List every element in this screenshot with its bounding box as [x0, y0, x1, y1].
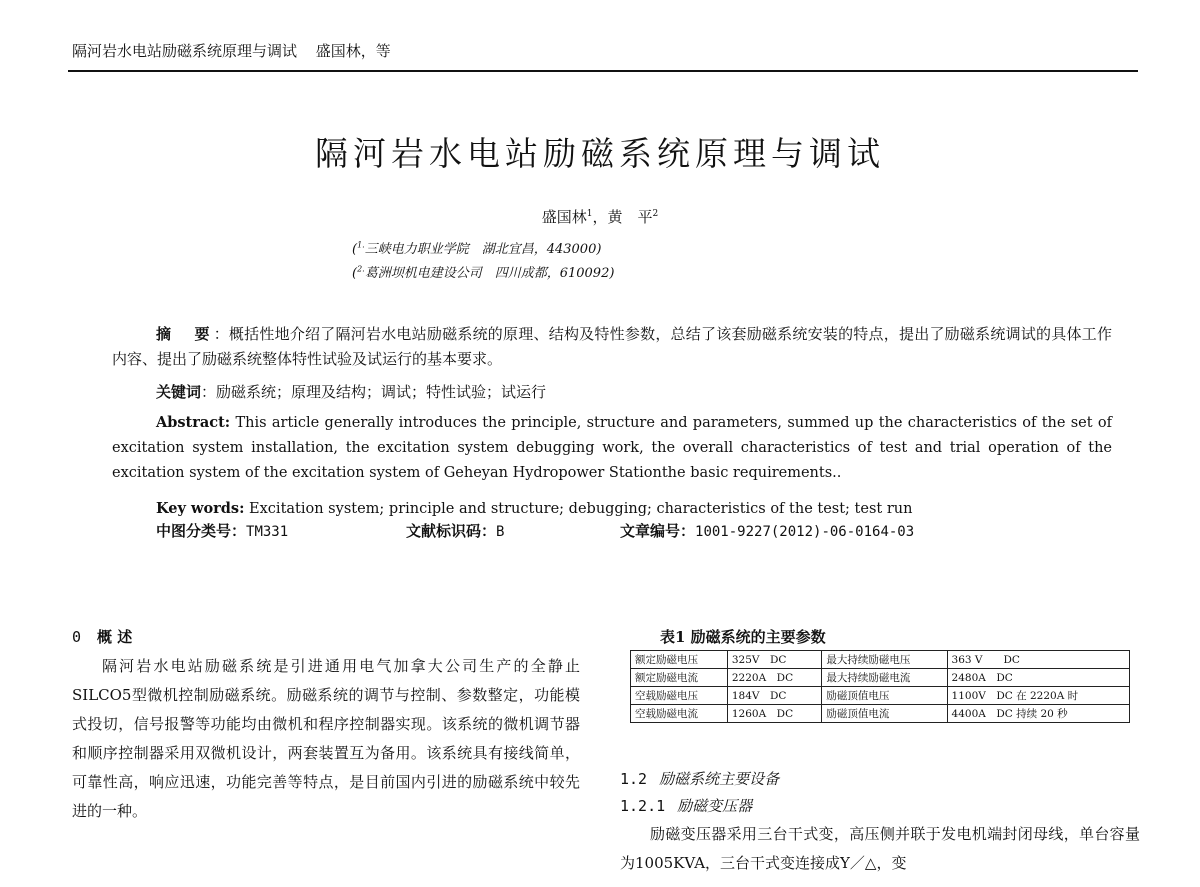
section-0-number: 0: [72, 628, 82, 646]
author-1: 盛国林: [541, 208, 587, 226]
keywords-cn: [156, 380, 1056, 405]
table-cell: 2220A DC: [727, 669, 822, 687]
keywords-cn-text: ：励磁系统；原理及结构；调试；特性试验；试运行: [201, 383, 547, 401]
affiliation-2: ($^{2.}$葛洲坝机电建设公司 四川成都，610092): [352, 264, 615, 281]
table-cell: 励磁顶值电流: [822, 705, 947, 723]
section-0-title: 概 述: [97, 628, 133, 646]
doc-value: B: [496, 524, 505, 540]
header-title: 隔河岩水电站励磁系统原理与调试: [72, 42, 298, 60]
table-cell: 额定励磁电压: [631, 651, 728, 669]
abstract-en: [112, 410, 1112, 486]
table-cell: 2480A DC: [947, 669, 1129, 687]
author-2-mark: 2: [652, 209, 659, 219]
abstract-cn: [112, 322, 1112, 372]
author-2: ，黄 平: [592, 208, 653, 226]
table-cell: 1100V DC 在 2220A 时: [947, 687, 1129, 705]
abstract-cn-label: 摘 要: [156, 325, 214, 343]
table-cell: 励磁顶值电压: [822, 687, 947, 705]
affiliation-1: ($^{1.}$三峡电力职业学院 湖北宜昌，443000): [352, 240, 602, 257]
art-label: 文章编号：: [620, 522, 696, 540]
section-0-body: 隔河岩水电站励磁系统是引进通用电气加拿大公司生产的全静止SILCO5型微机控制励磁系统。励磁系统的调节与控制、参数整定，功能模式投切，信号报警等功能均由微机和程序控制器实现。该系统的微机调节器和顺序控制器采用双微机设计，两套装置互为备用。该系统具有接线简单，可靠性高，响应迅速，功能完善等特点，是目前国内引进的励磁系统中较先进的一种。: [72, 657, 580, 820]
table-cell: 184V DC: [727, 687, 822, 705]
keywords-en-label: Key words:: [156, 500, 245, 517]
clc-number: [156, 520, 288, 541]
table-cell: 最大持续励磁电流: [822, 669, 947, 687]
keywords-cn-label: 关键词: [156, 383, 202, 401]
section-1-2-1-body: 励磁变压器采用三台干式变，高压侧并联于发电机端封闭母线，单台容量为1005KVA，三台干式变连接成Y／△，变: [620, 825, 1140, 872]
section-1-2-heading: [620, 768, 779, 789]
table-row: [631, 669, 1130, 687]
table-cell: 最大持续励磁电压: [822, 651, 947, 669]
keywords-en: [156, 496, 1116, 522]
document-code: [406, 520, 504, 541]
table-row: [631, 687, 1130, 705]
section-1-2-title: 励磁系统主要设备: [659, 770, 780, 788]
section-0-heading: [72, 626, 132, 647]
header-rule: [68, 70, 1138, 72]
affiliation-2-mark: 2.: [357, 264, 365, 274]
clc-value: TM331: [246, 524, 289, 540]
table-cell: 额定励磁电流: [631, 669, 728, 687]
abstract-cn-text: ：概括性地介绍了隔河岩水电站励磁系统的原理、结构及特性参数，总结了该套励磁系统安装的特点，提出了励磁系统调试的具体工作内容、提出了励磁系统整体特性试验及试运行的基本要求。: [112, 325, 1112, 368]
header-authors: 盛国林，等: [315, 42, 391, 60]
affiliation-1-text: 三峡电力职业学院 湖北宜昌，443000): [364, 242, 602, 257]
table-cell: 4400A DC 持续 20 秒: [947, 705, 1129, 723]
section-1-2-1-title: 励磁变压器: [677, 797, 753, 815]
table-row: [631, 705, 1130, 723]
table-caption: 表1 励磁系统的主要参数: [660, 628, 826, 646]
table-cell: 1260A DC: [727, 705, 822, 723]
table-cell: 325V DC: [727, 651, 822, 669]
author-1-mark: 1: [586, 209, 593, 219]
section-1-2-1-number: 1.2.1: [620, 797, 666, 815]
paper-title: 隔河岩水电站励磁系统原理与调试: [315, 134, 885, 173]
abstract-en-text: This article generally introduces the principle, structure and parameters, summed up the characteristics of the set of excitation system installation, the excitation system debugging work, the overall characteristics of test and trial operation of the excitation system of the excitation system of Geheyan Hydropower Stationthe basic requirements..: [112, 415, 1112, 481]
table-cell: 363 V DC: [947, 651, 1129, 669]
parameter-table: [630, 650, 1130, 723]
affiliation-2-text: 葛洲坝机电建设公司 四川成都，610092): [364, 266, 615, 281]
affiliation-1-mark: 1.: [357, 240, 365, 250]
keywords-en-text: Excitation system; principle and structure; debugging; characteristics of the test; test run: [244, 501, 913, 517]
clc-label: 中图分类号：: [156, 522, 247, 540]
article-number: [620, 520, 914, 541]
doc-label: 文献标识码：: [406, 522, 497, 540]
author-line: [0, 206, 1200, 227]
abstract-en-label: Abstract:: [156, 414, 231, 431]
table-cell: 空载励磁电压: [631, 687, 728, 705]
table-cell: 空载励磁电流: [631, 705, 728, 723]
table-row: [631, 651, 1130, 669]
art-value: 1001-9227(2012)-06-0164-03: [695, 524, 915, 540]
section-1-2-1-heading: [620, 795, 752, 816]
running-header: [72, 40, 405, 61]
section-1-2-number: 1.2: [620, 770, 648, 788]
